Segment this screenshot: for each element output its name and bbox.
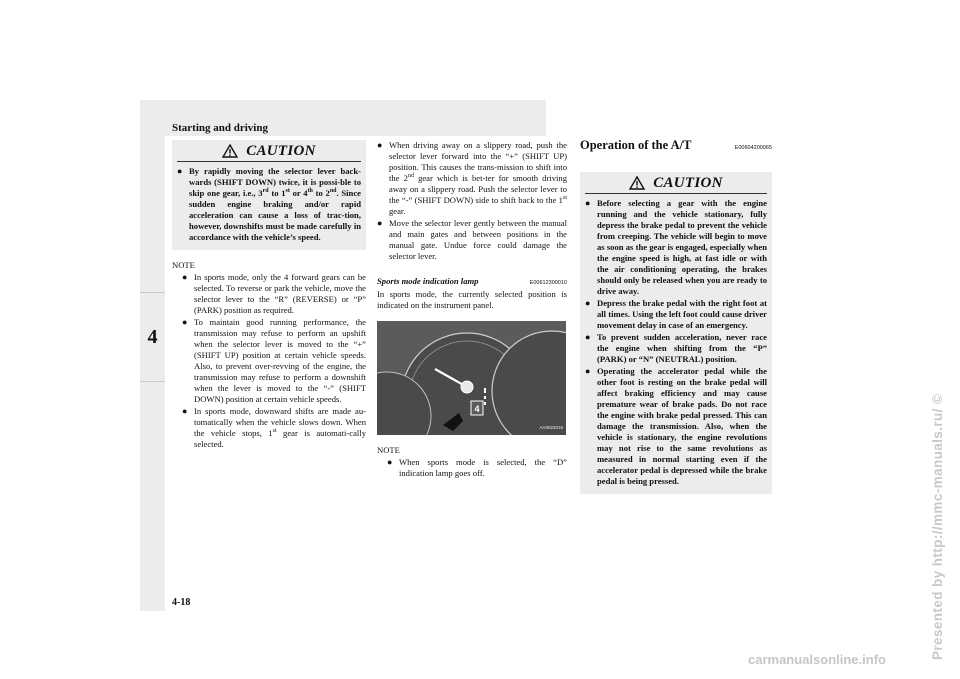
sub-heading: Sports mode indication lamp [377, 276, 479, 286]
note-body [172, 272, 366, 450]
indicator-number: 4 [474, 404, 480, 414]
note-label: NOTE [172, 260, 195, 270]
caution-title: CAUTION [246, 142, 316, 159]
section-heading-row [580, 140, 772, 154]
note-label: NOTE [377, 445, 400, 455]
body-text: In sports mode, the currently selected position is indicated on the instrument panel. [377, 289, 567, 310]
caution-bullet: ● Operating the accelerator pedal while the other foot is resting on the brake pedal will affect braking efficiency and may cause premature wear of brake pads. Do not race the engine with brake pedal pressed. This can damage the transmission. Also, when the vehicle is stationary, the engine revolutions may not rise to the same revolutions as measured in normal starting even if the accelerator pedal is depressed while the brake pedal is being pressed. [585, 366, 767, 487]
figure-code: AA0022016 [539, 425, 563, 430]
sub-heading-row [377, 276, 567, 289]
chapter-tab: 4 [140, 292, 165, 382]
caution-bullet: ● To prevent sudden acceleration, never race the engine when shifting from the “P” (PARK) or “N” (NEUTRAL) position. [585, 332, 767, 365]
caution-header [585, 176, 767, 194]
watermark: Presented by http://mmc-manuals.ru/ © [930, 393, 945, 660]
caution-bullet: ● Before selecting a gear with the engine running and the vehicle stationary, fully depress the brake pedal to prevent the vehicle from creeping. The vehicle will begin to move as soon as the gear is engaged, especially when the engine speed is high, at fast idle or with the air conditioning operating, the brakes should only be released when you are ready to drive away. [585, 198, 767, 297]
instrument-panel-illustration [377, 321, 566, 435]
section-heading-code: E00604200065 [734, 145, 772, 151]
warning-triangle-icon [629, 176, 645, 190]
note-bullet: ● When sports mode is selected, the “D” indication lamp goes off. [387, 457, 567, 479]
column-2 [377, 140, 567, 480]
column-3 [580, 140, 772, 494]
body-bullet: ● When driving away on a slippery road, push the selector lever forward into the “+” (SHIFT UP) position. This causes the trans-mission to shift into the 2nd gear which is bet-ter for smooth driving away on a slippery road. Push the selector lever to the “-” (SHIFT DOWN) side to shift back to the 1st gear. [377, 140, 567, 217]
sub-heading-code: E00612300010 [529, 280, 567, 286]
caution-box [580, 172, 772, 494]
caution-bullet: ● Depress the brake pedal with the right foot at all times. Using the left foot could cause driver movement delay in case of an emergency. [585, 298, 767, 331]
caution-header [177, 144, 361, 162]
note-bullet: ● To maintain good running performance, the transmission may refuse to perform an upshift when the selector lever is moved to the “+” (SHIFT UP) position at certain vehicle speeds. Also, to prevent over-revving of the engine, the transmission may refuse to perform a downshift when the lever is moved to the “-” (SHIFT DOWN) position at certain vehicle speeds. [182, 317, 366, 405]
caution-bullet: ● By rapidly moving the selector lever back-wards (SHIFT DOWN) twice, it is possi-ble to skip one gear, i.e., 3rd to 1st or 4th to 2nd. Since sudden engine braking and/or rapid acceleration can cause a loss of trac-tion, however, downshifts must be made carefully in accordance with the vehicle’s speed. [177, 166, 361, 243]
warning-triangle-icon [222, 144, 238, 158]
note-bullet: ● In sports mode, downward shifts are made au-tomatically when the vehicle slows down. When the vehicle stops, 1st gear is automati-cally selected. [182, 406, 366, 450]
page-number: 4-18 [172, 597, 191, 608]
instrument-panel-figure [377, 321, 566, 435]
caution-title: CAUTION [653, 174, 723, 191]
section-title: Starting and driving [172, 122, 268, 134]
caution-box [172, 140, 366, 250]
footer-logo: carmanualsonline.info [748, 652, 886, 667]
body-bullet: ● Move the selector lever gently between the manual and main gates and between positions in the manual gate. Undue force could damage the selector lever. [377, 218, 567, 262]
section-heading: Operation of the A/T [580, 138, 692, 152]
note-body [377, 457, 567, 479]
column-1 [172, 140, 366, 451]
note-bullet: ● In sports mode, only the 4 forward gears can be selected. To reverse or park the vehicle, move the selector lever to the “R” (REVERSE) or “P” (PARK) position as required. [182, 272, 366, 316]
